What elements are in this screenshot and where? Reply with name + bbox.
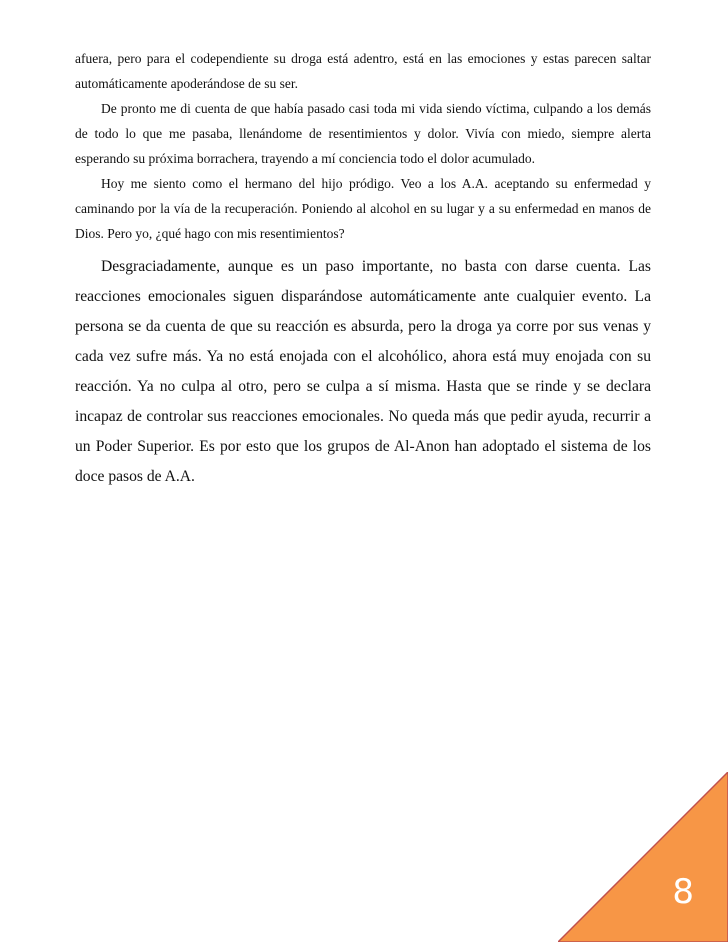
- page-corner-triangle: [558, 772, 728, 942]
- paragraph-3: Hoy me siento como el hermano del hijo pródigo. Veo a los A.A. aceptando su enfermedad y caminando por la vía de la recuperación. Poniendo al alcohol en su lugar y a su enfermedad en manos de Dios. Pero yo, ¿qué hago con mis resentimientos?: [75, 176, 651, 241]
- paragraph-2: De pronto me di cuenta de que había pasado casi toda mi vida siendo víctima, culpando a los demás de todo lo que me pasaba, llenándome de resentimientos y dolor. Vivía con miedo, siempre alerta esperando su próxima borrachera, trayendo a mí conciencia todo el dolor acumulado.: [75, 101, 651, 166]
- page-number: 8: [672, 872, 694, 912]
- document-body: [75, 46, 651, 492]
- paragraph-1: afuera, pero para el codependiente su droga está adentro, está en las emociones y estas parecen saltar automáticamente apoderándose de su ser.: [75, 51, 651, 91]
- paragraph-4: Desgraciadamente, aunque es un paso importante, no basta con darse cuenta. Las reacciones emocionales siguen disparándose automáticamente ante cualquier evento. La persona se da cuenta de que su reacción es absurda, pero la droga ya corre por sus venas y cada vez sufre más. Ya no está enojada con el alcohólico, ahora está muy enojada con su reacción. Ya no culpa al otro, pero se culpa a sí misma. Hasta que se rinde y se declara incapaz de controlar sus reacciones emocionales. No queda más que pedir ayuda, recurrir a un Poder Superior. Es por esto que los grupos de Al-Anon han adoptado el sistema de los doce pasos de A.A.: [75, 258, 651, 485]
